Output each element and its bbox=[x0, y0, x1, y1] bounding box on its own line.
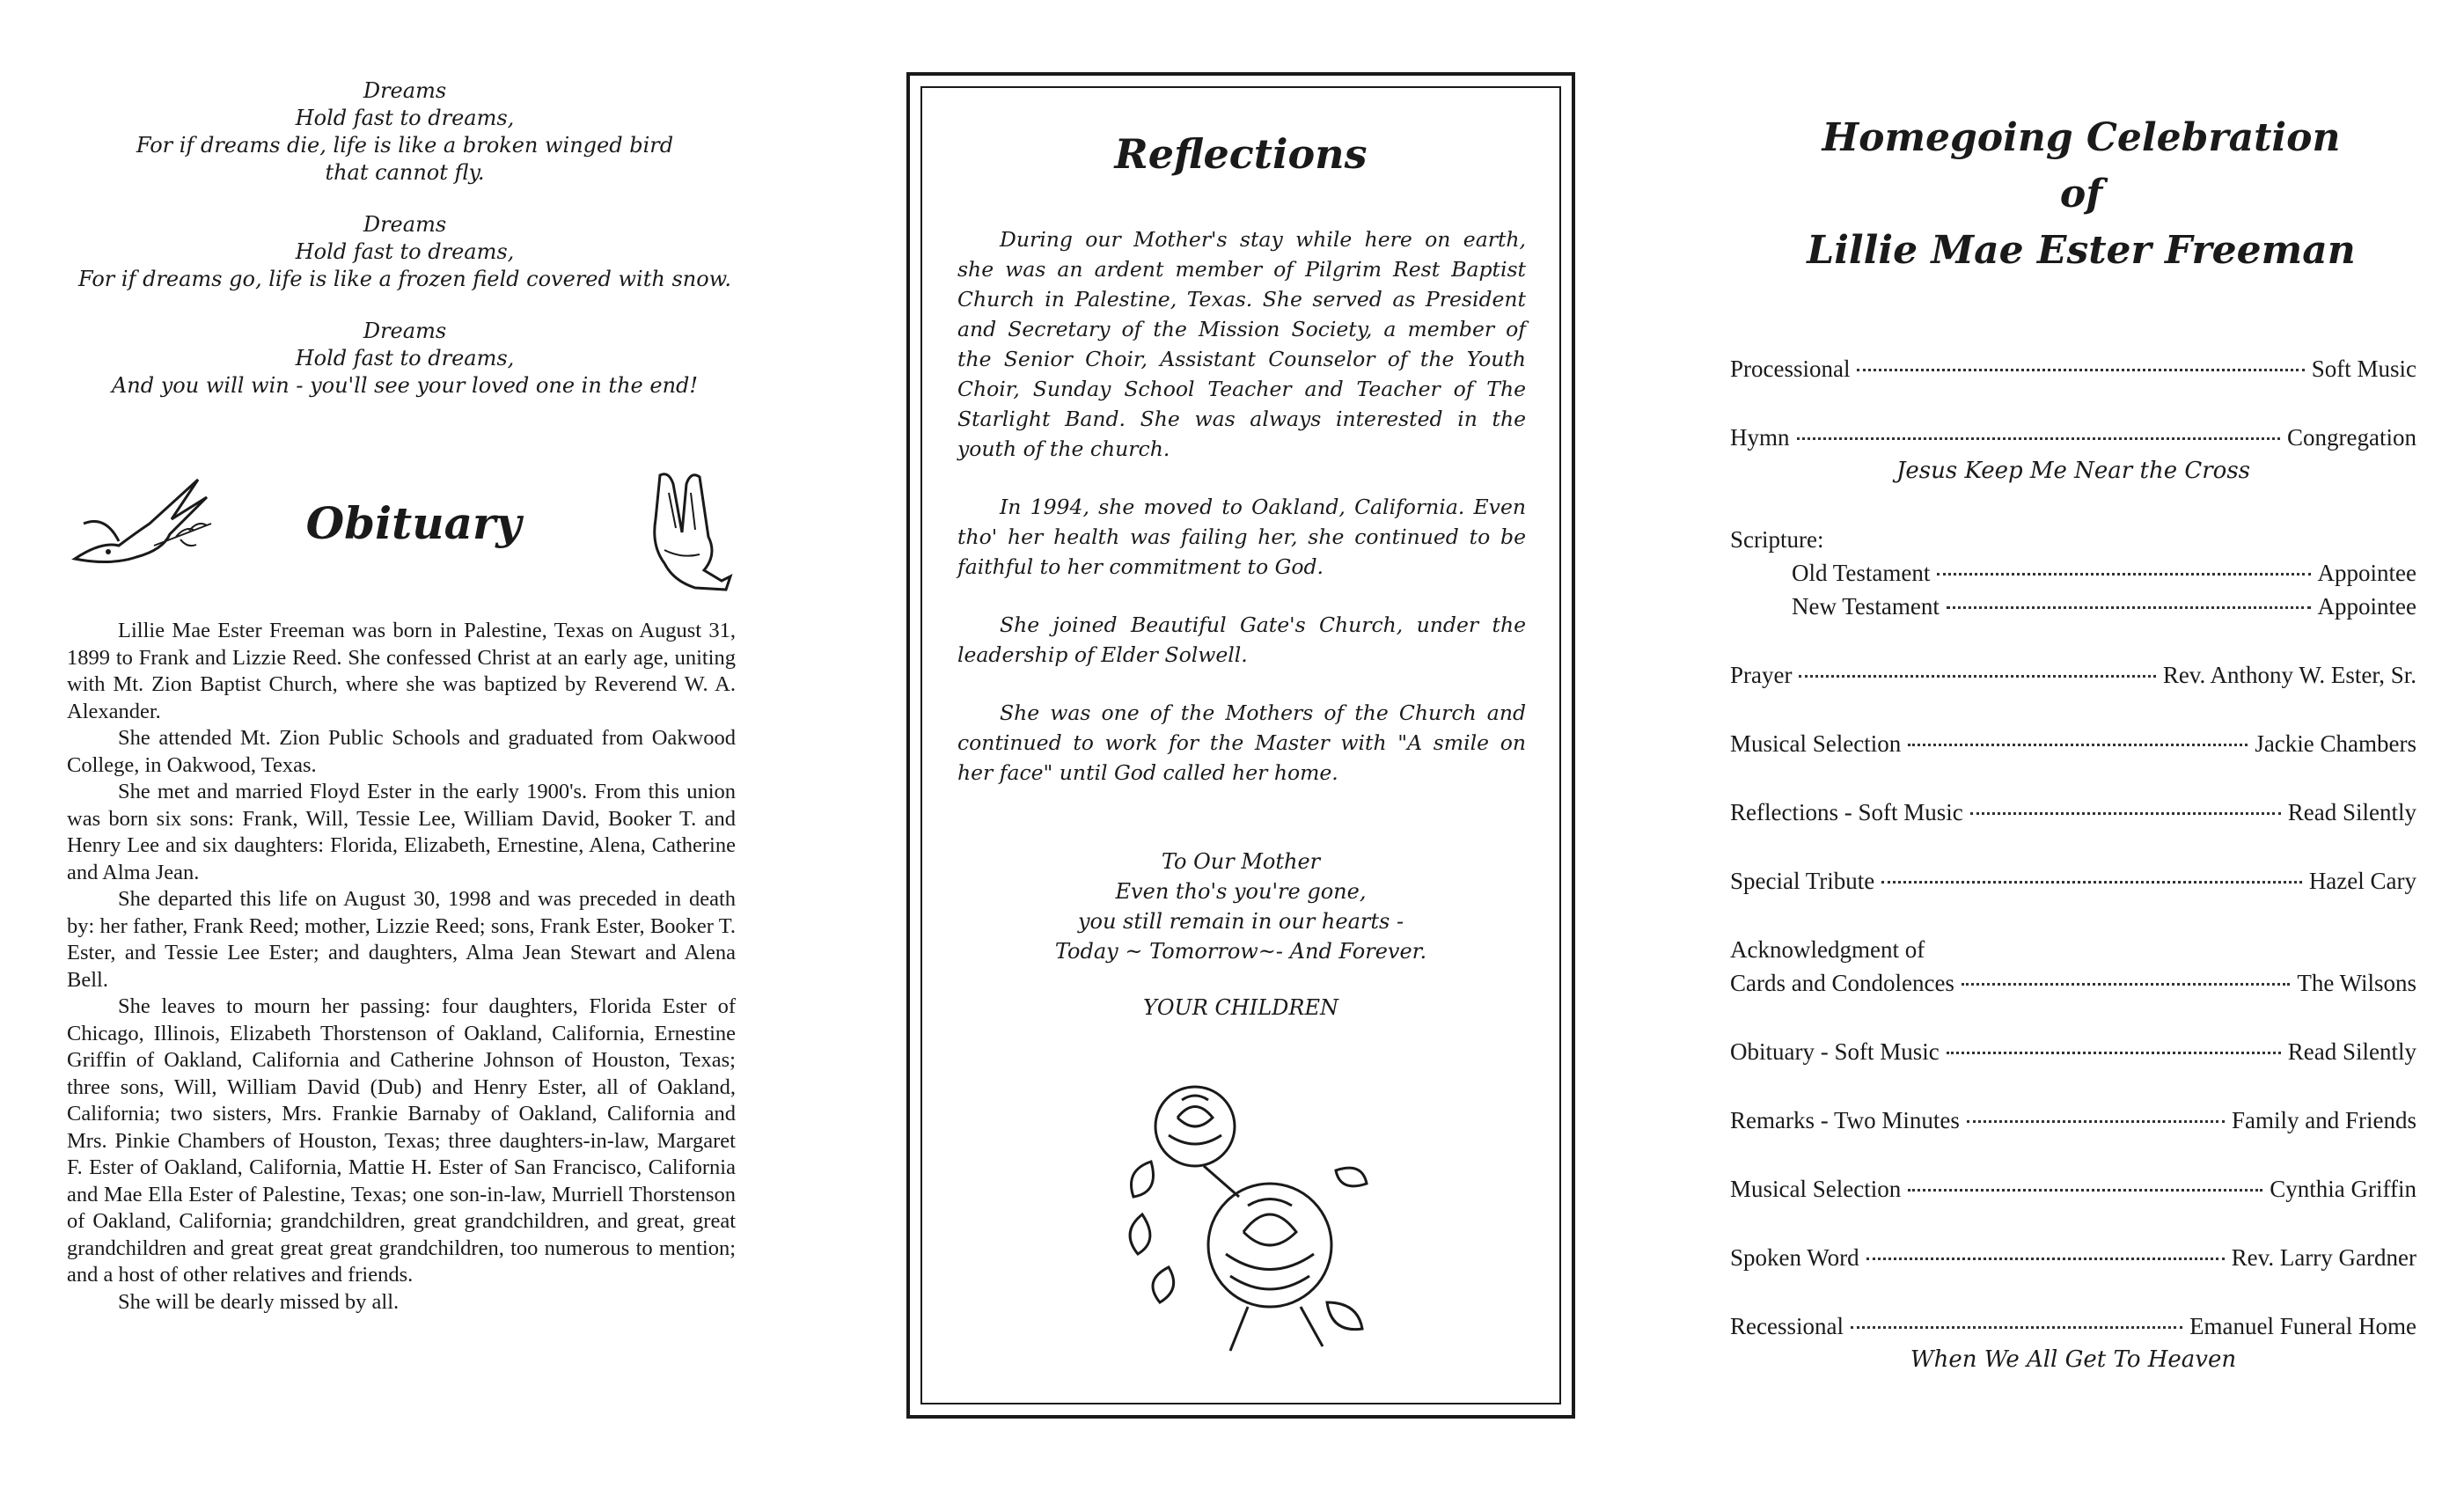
poem-line: Hold fast to dreams, bbox=[295, 346, 515, 370]
reflections-title: Reflections bbox=[1114, 130, 1368, 178]
tribute-line: you still remain in our hearts - bbox=[1077, 909, 1404, 934]
program-item-label: Cards and Condolences bbox=[1730, 970, 1954, 996]
program-item-label: Obituary - Soft Music bbox=[1730, 1038, 1940, 1065]
program-item-value: Hazel Cary bbox=[2308, 868, 2416, 894]
program-title bbox=[1698, 110, 2464, 279]
program-item-subtitle: Jesus Keep Me Near the Cross bbox=[1896, 458, 2251, 484]
program-item-label: Recessional bbox=[1730, 1313, 1844, 1339]
program-item-label: Musical Selection bbox=[1730, 730, 1902, 757]
reflections-paragraph: In 1994, she moved to Oakland, California. Even tho' her health was failing her, she continued to be faithful to her commitment to God. bbox=[957, 495, 1526, 579]
dove-icon bbox=[66, 471, 216, 576]
program-item-label: Special Tribute bbox=[1730, 868, 1875, 894]
obituary-text bbox=[67, 618, 736, 1316]
tribute-line: To Our Mother bbox=[1161, 849, 1321, 874]
program-item-value: The Wilsons bbox=[2297, 970, 2416, 996]
order-of-service bbox=[1730, 352, 2416, 1412]
program-title-line: of bbox=[2059, 172, 2103, 216]
poem-line: Dreams bbox=[363, 78, 447, 103]
poem-line: that cannot fly. bbox=[325, 160, 485, 185]
obituary-paragraph: She leaves to mourn her passing: four daughters, Florida Ester of Chicago, Illinois, Elizabeth Thorstenson of Oakland, California, Ernestine Griffin of Oakland, California and Catherine Johnson of Houston, Texas; three sons, Will, William David (Dub) and Henry Ester, all of Oakland, California; two sisters, Mrs. Frankie Barnaby of Oakland, California and Mrs. Pinkie Chambers of Houston, Texas; three daughters-in-law, Margaret F. Ester of Oakland, California, Mattie H. Ester of San Francisco, California and Mae Ella Ester of Palestine, Texas; one son-in-law, Murriell Thorstenson of Oakland, California; grandchildren, great grandchildren, and great, great grandchildren and great great great grandchildren, too numerous to mention; and a host of other relatives and friends. bbox=[67, 994, 736, 1287]
reflections-text bbox=[957, 224, 1526, 816]
left-panel bbox=[0, 0, 810, 1496]
program-item-value: Appointee bbox=[2317, 593, 2416, 620]
program-item bbox=[1730, 1309, 2416, 1376]
dreams-poem bbox=[53, 77, 757, 424]
poem-line: For if dreams die, life is like a broken winged bird bbox=[136, 133, 674, 158]
program-item-value: Emanuel Funeral Home bbox=[2189, 1313, 2416, 1339]
obituary-title: Obituary bbox=[305, 497, 522, 549]
program-item bbox=[1730, 352, 2416, 385]
program-title-line: Homegoing Celebration bbox=[1822, 115, 2341, 160]
program-item-label: Processional bbox=[1730, 356, 1851, 382]
program-item bbox=[1730, 796, 2416, 829]
program-item-heading: Scripture: bbox=[1730, 526, 1824, 553]
middle-panel bbox=[906, 0, 1575, 1496]
program-item bbox=[1730, 1104, 2416, 1137]
program-item bbox=[1730, 727, 2416, 760]
roses-icon bbox=[1116, 1065, 1371, 1355]
obituary-paragraph: She met and married Floyd Ester in the early 1900's. From this union was born six sons: Frank, Will, Tessie Lee, William David, Booker T. and Henry Lee and six daughters: Florida, Elizabeth, Ernestine, Alena, Catherine and Alma Jean. bbox=[67, 780, 736, 884]
program-item-label: Old Testament bbox=[1792, 560, 1931, 586]
program-item-subtitle: When We All Get To Heaven bbox=[1910, 1346, 2237, 1373]
obituary-paragraph: Lillie Mae Ester Freeman was born in Palestine, Texas on August 31, 1899 to Frank and Lizzie Reed. She confessed Christ at an early age, uniting with Mt. Zion Baptist Church, where she was baptized by Reverend W. A. Alexander. bbox=[67, 619, 736, 723]
program-item bbox=[1730, 1035, 2416, 1068]
tribute-block bbox=[906, 847, 1575, 1023]
program-item bbox=[1730, 1172, 2416, 1206]
reflections-paragraph: She was one of the Mothers of the Church and continued to work for the Master with "A smile on her face" until God called her home. bbox=[957, 700, 1526, 785]
program-item-heading: Acknowledgment of bbox=[1730, 936, 1925, 963]
program-item-value: Cynthia Griffin bbox=[2270, 1176, 2416, 1202]
program-item bbox=[1730, 1241, 2416, 1274]
poem-line: Dreams bbox=[363, 212, 447, 237]
program-item-label: Spoken Word bbox=[1730, 1244, 1859, 1271]
program-title-line: Lillie Mae Ester Freeman bbox=[1807, 228, 2356, 273]
tribute-line: Even tho's you're gone, bbox=[1115, 879, 1367, 904]
program-item-label: Remarks - Two Minutes bbox=[1730, 1107, 1960, 1133]
program-item bbox=[1730, 523, 2416, 623]
program-item-value: Read Silently bbox=[2287, 1038, 2416, 1065]
poem-stanza bbox=[53, 77, 757, 187]
tribute-line: Today ~ Tomorrow~- And Forever. bbox=[1054, 939, 1427, 964]
right-panel bbox=[1698, 0, 2464, 1496]
obituary-paragraph: She departed this life on August 30, 1998 and was preceded in death by: her father, Frank Reed; mother, Lizzie Reed; sons, Frank Ester, Booker T. Ester, and Tessie Lee Ester; and daughters, Alma Jean Stewart and Alena Bell. bbox=[67, 887, 736, 992]
reflections-paragraph: She joined Beautiful Gate's Church, under the leadership of Elder Solwell. bbox=[957, 612, 1526, 667]
program-item-label: Prayer bbox=[1730, 662, 1793, 688]
poem-line: For if dreams go, life is like a frozen field covered with snow. bbox=[78, 267, 731, 291]
program-item-value: Jackie Chambers bbox=[2255, 730, 2416, 757]
poem-line: Hold fast to dreams, bbox=[295, 106, 515, 130]
program-item-value: Appointee bbox=[2317, 560, 2416, 586]
program-item-value: Rev. Larry Gardner bbox=[2231, 1244, 2416, 1271]
poem-line: Hold fast to dreams, bbox=[295, 239, 515, 264]
program-item bbox=[1730, 864, 2416, 898]
poem-stanza bbox=[53, 211, 757, 293]
tribute-signature: YOUR CHILDREN bbox=[1143, 995, 1338, 1020]
program-item-value: Family and Friends bbox=[2232, 1107, 2416, 1133]
program-item bbox=[1730, 658, 2416, 692]
program-item-value: Soft Music bbox=[2311, 356, 2416, 382]
poem-line: Dreams bbox=[363, 319, 447, 343]
reflections-paragraph: During our Mother's stay while here on earth, she was an ardent member of Pilgrim Rest Baptist Church in Palestine, Texas. She served as President and Secretary of the Mission Society, a member of the Senior Choir, Assistant Counselor of the Youth Choir, Sunday School Teacher and Teacher of The Starlight Band. She was always interested in the youth of the church. bbox=[957, 227, 1526, 461]
program-item-value: Rev. Anthony W. Ester, Sr. bbox=[2162, 662, 2416, 688]
program-item-label: Hymn bbox=[1730, 424, 1790, 451]
program-item-value: Read Silently bbox=[2287, 799, 2416, 825]
poem-line: And you will win - you'll see your loved one in the end! bbox=[111, 373, 699, 398]
program-item-label: Musical Selection bbox=[1730, 1176, 1902, 1202]
program-item-label: New Testament bbox=[1792, 593, 1940, 620]
program-item-value: Congregation bbox=[2287, 424, 2416, 451]
poem-stanza bbox=[53, 318, 757, 400]
program-item-label: Reflections - Soft Music bbox=[1730, 799, 1963, 825]
program-item bbox=[1730, 421, 2416, 488]
program-item bbox=[1730, 933, 2416, 1000]
praying-hands-icon bbox=[634, 466, 739, 594]
obituary-paragraph: She will be dearly missed by all. bbox=[118, 1289, 400, 1314]
obituary-paragraph: She attended Mt. Zion Public Schools and graduated from Oakwood College, in Oakwood, Texas. bbox=[67, 726, 736, 777]
